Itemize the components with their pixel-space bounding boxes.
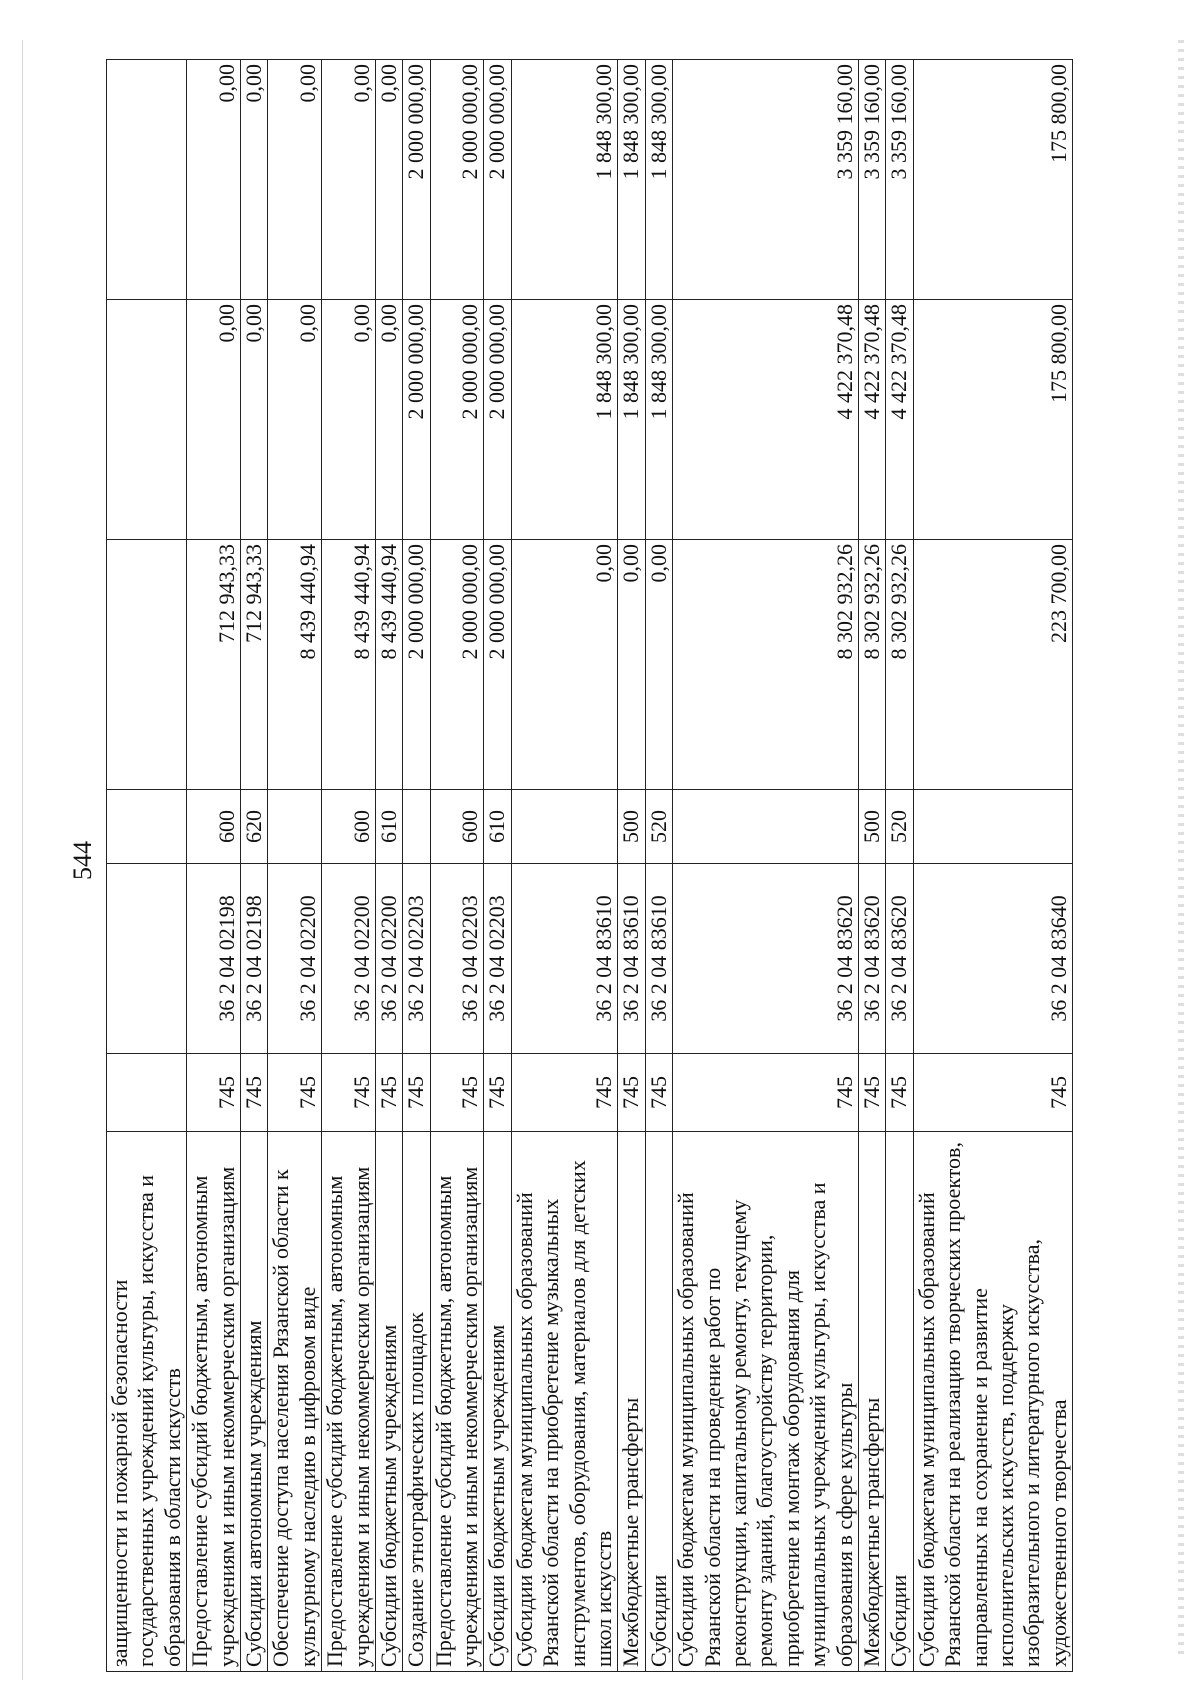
target-article-cell: 36 2 04 02200 bbox=[375, 864, 402, 1054]
expense-name-cell: Создание этнографических площадок bbox=[403, 1132, 430, 1672]
expense-name-cell: Субсидии бюджетам муниципальных образований Рязанской области на проведение работ по реконструкции, капитальному ремонту, текущему ремонту зданий, благоустройству территории, приобретение и монтаж оборудования для муниципальных учреждений культуры, искусства и образования в сфере культуры bbox=[673, 1132, 859, 1672]
grbs-code-cell: 745 bbox=[913, 1054, 1072, 1132]
amount-year1-cell: 2 000 000,00 bbox=[430, 540, 484, 790]
amount-year1-cell: 712 943,33 bbox=[240, 540, 267, 790]
table-body bbox=[107, 60, 1073, 1672]
amount-year2-cell: 0,00 bbox=[268, 300, 322, 540]
amount-year1-cell: 8 439 440,94 bbox=[375, 540, 402, 790]
target-article-cell bbox=[107, 864, 187, 1054]
amount-year2-cell: 4 422 370,48 bbox=[673, 300, 859, 540]
target-article-cell: 36 2 04 83610 bbox=[618, 864, 645, 1054]
table-row bbox=[484, 60, 511, 1672]
expense-name-cell: Обеспечение доступа населения Рязанской области к культурному наследию в цифровом виде bbox=[268, 1132, 322, 1672]
amount-year3-cell: 2 000 000,00 bbox=[403, 60, 430, 300]
expense-name-cell: Субсидии bbox=[886, 1132, 913, 1672]
expense-type-cell: 600 bbox=[322, 790, 376, 864]
grbs-code-cell: 745 bbox=[322, 1054, 376, 1132]
target-article-cell: 36 2 04 83620 bbox=[673, 864, 859, 1054]
expense-name-cell: Субсидии бюджетным учреждениям bbox=[484, 1132, 511, 1672]
amount-year2-cell: 1 848 300,00 bbox=[511, 300, 618, 540]
expense-name-cell: Межбюджетные трансферты bbox=[618, 1132, 645, 1672]
table-row bbox=[913, 60, 1072, 1672]
amount-year3-cell: 2 000 000,00 bbox=[430, 60, 484, 300]
target-article-cell: 36 2 04 83620 bbox=[886, 864, 913, 1054]
amount-year3-cell: 3 359 160,00 bbox=[858, 60, 885, 300]
grbs-code-cell: 745 bbox=[858, 1054, 885, 1132]
amount-year2-cell: 2 000 000,00 bbox=[484, 300, 511, 540]
expense-name-cell: Субсидии бюджетам муниципальных образований Рязанской области на приобретение музыкальных инструментов, оборудования, материалов для детских школ искусств bbox=[511, 1132, 618, 1672]
table-row bbox=[107, 60, 187, 1672]
amount-year2-cell: 2 000 000,00 bbox=[430, 300, 484, 540]
amount-year2-cell: 0,00 bbox=[322, 300, 376, 540]
table-row bbox=[511, 60, 618, 1672]
table-row bbox=[268, 60, 322, 1672]
table-row bbox=[430, 60, 484, 1672]
expense-type-cell: 520 bbox=[645, 790, 672, 864]
table-row bbox=[375, 60, 402, 1672]
amount-year1-cell bbox=[107, 540, 187, 790]
amount-year1-cell: 8 302 932,26 bbox=[673, 540, 859, 790]
grbs-code-cell: 745 bbox=[886, 1054, 913, 1132]
amount-year1-cell: 712 943,33 bbox=[187, 540, 241, 790]
expense-type-cell: 620 bbox=[240, 790, 267, 864]
grbs-code-cell: 745 bbox=[673, 1054, 859, 1132]
target-article-cell: 36 2 04 02198 bbox=[187, 864, 241, 1054]
amount-year3-cell: 2 000 000,00 bbox=[484, 60, 511, 300]
expense-type-cell bbox=[913, 790, 1072, 864]
amount-year3-cell: 1 848 300,00 bbox=[645, 60, 672, 300]
expense-name-cell: Предоставление субсидий бюджетным, автономным учреждениям и иным некоммерческим организациям bbox=[187, 1132, 241, 1672]
amount-year1-cell: 0,00 bbox=[645, 540, 672, 790]
amount-year3-cell: 0,00 bbox=[375, 60, 402, 300]
page-number: 544 bbox=[68, 841, 97, 880]
amount-year1-cell: 223 700,00 bbox=[913, 540, 1072, 790]
amount-year2-cell: 1 848 300,00 bbox=[645, 300, 672, 540]
expense-type-cell: 520 bbox=[886, 790, 913, 864]
amount-year1-cell: 8 302 932,26 bbox=[858, 540, 885, 790]
expense-name-cell: Субсидии bbox=[645, 1132, 672, 1672]
expense-type-cell: 600 bbox=[430, 790, 484, 864]
grbs-code-cell: 745 bbox=[268, 1054, 322, 1132]
table-row bbox=[322, 60, 376, 1672]
budget-table bbox=[106, 59, 1073, 1672]
table-row bbox=[403, 60, 430, 1672]
expense-type-cell: 500 bbox=[618, 790, 645, 864]
target-article-cell: 36 2 04 02203 bbox=[484, 864, 511, 1054]
expense-name-cell: Межбюджетные трансферты bbox=[858, 1132, 885, 1672]
grbs-code-cell: 745 bbox=[511, 1054, 618, 1132]
amount-year3-cell: 0,00 bbox=[268, 60, 322, 300]
table-row bbox=[886, 60, 913, 1672]
grbs-code-cell bbox=[107, 1054, 187, 1132]
expense-type-cell: 610 bbox=[484, 790, 511, 864]
grbs-code-cell: 745 bbox=[375, 1054, 402, 1132]
expense-name-cell: Субсидии бюджетам муниципальных образований Рязанской области на реализацию творческих проектов, направленных на сохранение и развитие исполнительских искусств, поддержку изобразительного и литературного искусства, художественного творчества bbox=[913, 1132, 1072, 1672]
grbs-code-cell: 745 bbox=[403, 1054, 430, 1132]
amount-year2-cell: 4 422 370,48 bbox=[886, 300, 913, 540]
amount-year3-cell: 0,00 bbox=[322, 60, 376, 300]
expense-type-cell: 610 bbox=[375, 790, 402, 864]
target-article-cell: 36 2 04 02198 bbox=[240, 864, 267, 1054]
amount-year1-cell: 0,00 bbox=[618, 540, 645, 790]
table-row bbox=[673, 60, 859, 1672]
amount-year3-cell: 175 800,00 bbox=[913, 60, 1072, 300]
expense-name-cell: Субсидии бюджетным учреждениям bbox=[375, 1132, 402, 1672]
amount-year1-cell: 8 302 932,26 bbox=[886, 540, 913, 790]
table-row bbox=[187, 60, 241, 1672]
expense-name-cell: Предоставление субсидий бюджетным, автономным учреждениям и иным некоммерческим организациям bbox=[322, 1132, 376, 1672]
amount-year2-cell: 1 848 300,00 bbox=[618, 300, 645, 540]
amount-year3-cell: 1 848 300,00 bbox=[618, 60, 645, 300]
amount-year1-cell: 2 000 000,00 bbox=[484, 540, 511, 790]
target-article-cell: 36 2 04 02200 bbox=[268, 864, 322, 1054]
expense-type-cell bbox=[511, 790, 618, 864]
target-article-cell: 36 2 04 83610 bbox=[511, 864, 618, 1054]
target-article-cell: 36 2 04 83610 bbox=[645, 864, 672, 1054]
amount-year1-cell: 8 439 440,94 bbox=[268, 540, 322, 790]
grbs-code-cell: 745 bbox=[618, 1054, 645, 1132]
target-article-cell: 36 2 04 02203 bbox=[403, 864, 430, 1054]
table-row bbox=[618, 60, 645, 1672]
expense-type-cell: 500 bbox=[858, 790, 885, 864]
expense-type-cell bbox=[403, 790, 430, 864]
amount-year3-cell: 0,00 bbox=[187, 60, 241, 300]
target-article-cell: 36 2 04 02200 bbox=[322, 864, 376, 1054]
amount-year2-cell: 4 422 370,48 bbox=[858, 300, 885, 540]
expense-name-cell: Предоставление субсидий бюджетным, автономным учреждениям и иным некоммерческим организациям bbox=[430, 1132, 484, 1672]
amount-year2-cell: 2 000 000,00 bbox=[403, 300, 430, 540]
table-row bbox=[858, 60, 885, 1672]
target-article-cell: 36 2 04 83620 bbox=[858, 864, 885, 1054]
amount-year1-cell: 0,00 bbox=[511, 540, 618, 790]
amount-year1-cell: 8 439 440,94 bbox=[322, 540, 376, 790]
table-row bbox=[240, 60, 267, 1672]
grbs-code-cell: 745 bbox=[484, 1054, 511, 1132]
amount-year3-cell: 3 359 160,00 bbox=[673, 60, 859, 300]
grbs-code-cell: 745 bbox=[645, 1054, 672, 1132]
grbs-code-cell: 745 bbox=[240, 1054, 267, 1132]
scan-edge-noise bbox=[1178, 40, 1184, 1660]
amount-year3-cell: 1 848 300,00 bbox=[511, 60, 618, 300]
scan-edge-line bbox=[22, 40, 23, 1680]
target-article-cell: 36 2 04 02203 bbox=[430, 864, 484, 1054]
expense-type-cell bbox=[673, 790, 859, 864]
amount-year3-cell: 0,00 bbox=[240, 60, 267, 300]
table-row bbox=[645, 60, 672, 1672]
amount-year3-cell bbox=[107, 60, 187, 300]
amount-year2-cell: 0,00 bbox=[187, 300, 241, 540]
target-article-cell: 36 2 04 83640 bbox=[913, 864, 1072, 1054]
amount-year2-cell: 0,00 bbox=[240, 300, 267, 540]
amount-year2-cell: 0,00 bbox=[375, 300, 402, 540]
amount-year2-cell: 175 800,00 bbox=[913, 300, 1072, 540]
expense-name-cell: Субсидии автономным учреждениям bbox=[240, 1132, 267, 1672]
expense-type-cell bbox=[107, 790, 187, 864]
grbs-code-cell: 745 bbox=[430, 1054, 484, 1132]
expense-type-cell bbox=[268, 790, 322, 864]
grbs-code-cell: 745 bbox=[187, 1054, 241, 1132]
budget-table-rotated bbox=[106, 60, 1106, 1672]
amount-year1-cell: 2 000 000,00 bbox=[403, 540, 430, 790]
expense-name-cell: защищенности и пожарной безопасности государственных учреждений культуры, искусства и образования в области искусств bbox=[107, 1132, 187, 1672]
amount-year2-cell bbox=[107, 300, 187, 540]
expense-type-cell: 600 bbox=[187, 790, 241, 864]
amount-year3-cell: 3 359 160,00 bbox=[886, 60, 913, 300]
